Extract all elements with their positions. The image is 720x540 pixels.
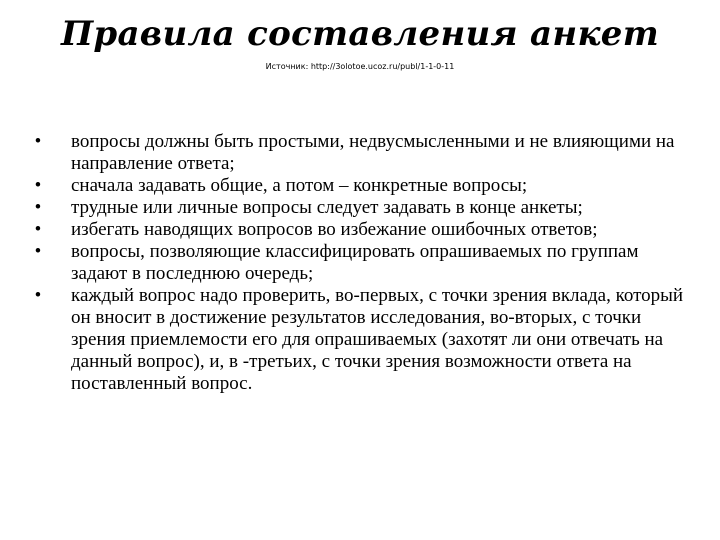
bullet-item	[30, 241, 690, 285]
bullet-item	[30, 131, 690, 175]
bullet-text: вопросы, позволяющие классифицировать опрашиваемых по группам задают в последнюю очередь;	[71, 241, 639, 284]
bullet-text: сначала задавать общие, а потом – конкретные вопросы;	[71, 175, 528, 196]
bullet-list	[30, 131, 690, 395]
slide-title: Правила составления анкет	[60, 14, 659, 54]
bullet-text: трудные или личные вопросы следует задавать в конце анкеты;	[71, 197, 583, 218]
bullet-icon: •	[34, 131, 42, 152]
bullet-item	[30, 285, 690, 395]
bullet-icon: •	[34, 175, 42, 196]
bullet-icon: •	[34, 241, 42, 262]
bullet-item	[30, 175, 690, 197]
bullet-item	[30, 219, 690, 241]
bullet-icon: •	[34, 219, 42, 240]
bullet-icon: •	[34, 285, 42, 306]
bullet-item	[30, 197, 690, 219]
source-caption: Источник: http://3olotoe.ucoz.ru/publ/1-1-0-11	[265, 62, 455, 71]
bullet-icon: •	[34, 197, 42, 218]
bullet-text: каждый вопрос надо проверить, во-первых, с точки зрения вклада, который он вносит в достижение результатов исследования, во-вторых, с точки зрения приемлемости его для опрашиваемых (захотят ли они отвечать на данный вопрос), и, в -третьих, с точки зрения возможности ответа на поставленный вопрос.	[71, 285, 684, 394]
bullet-text: избегать наводящих вопросов во избежание ошибочных ответов;	[71, 219, 598, 240]
bullet-text: вопросы должны быть простыми, недвусмысленными и не влияющими на направление ответа;	[71, 131, 675, 174]
